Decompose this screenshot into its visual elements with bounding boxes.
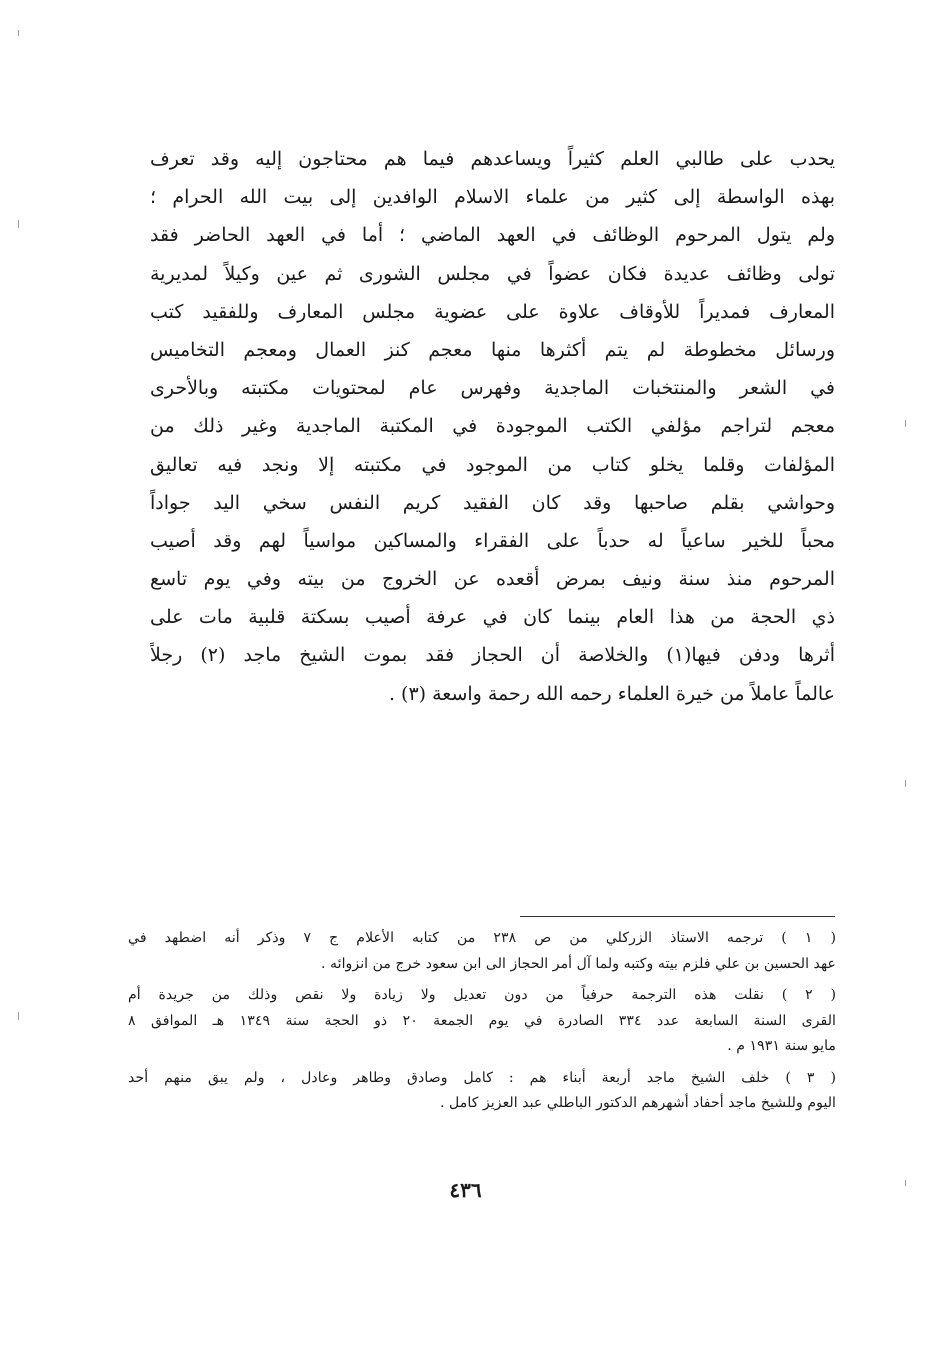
body-line: ورسائل مخطوطة لم يتم أكثرها منها معجم كنز العمال ومعجم التخاميس	[150, 338, 835, 361]
scan-speck	[905, 1180, 906, 1186]
footnote-line: اليوم وللشيخ ماجد أحفاد أشهرهم الدكتور الباطلي عبد العزيز كامل .	[440, 1095, 836, 1111]
scan-speck	[18, 30, 19, 36]
body-line: المعارف فمديراً للأوقاف علاوة على عضوية مجلس المعارف وللفقيد كتب	[150, 300, 835, 323]
footnote-line: القرى السنة السابعة عدد ٣٣٤ الصادرة في يوم الجمعة ٢٠ ذو الحجة سنة ١٣٤٩ هـ الموافق ٨	[128, 1012, 836, 1029]
footnote-line: عهد الحسين بن علي فلزم بيته وكتبه ولما آل أمر الحجاز الى ابن سعود خرج من انزوائه .	[321, 955, 836, 972]
footnote-line: ( ٣ ) خلف الشيخ ماجد أربعة أبناء هم : كامل وصادق وطاهر وعادل ، ولم يبق منهم أحد	[128, 1069, 836, 1086]
body-line: محباً للخير ساعياً له حدباً على الفقراء والمساكين مواسياً لهم وقد أصيب	[150, 529, 835, 552]
footnotes-block	[128, 926, 836, 1123]
body-line: أثرها ودفن فيها(١) والخلاصة أن الحجاز فقد بموت الشيخ ماجد (٢) رجلاً	[150, 644, 835, 667]
body-line: وحواشي بقلم صاحبها وقد كان الفقيد كريم النفس سخي اليد جواداً	[150, 491, 835, 514]
footnote-1	[128, 926, 836, 977]
body-line: تولى وظائف عديدة فكان عضواً في مجلس الشورى ثم عين وكيلاً لمديرية	[150, 262, 835, 285]
body-line: معجم لتراجم مؤلفي الكتب الموجودة في المكتبة الماجدية وغير ذلك من	[150, 415, 835, 438]
footnote-line: مايو سنة ١٩٣١ م .	[727, 1038, 836, 1054]
scan-speck	[18, 220, 19, 228]
footnote-line: ( ١ ) ترجمه الاستاذ الزركلي من ص ٢٣٨ من كتابه الأعلام ج ٧ وذكر أنه اضطهد في	[128, 930, 836, 946]
footnote-separator	[520, 916, 835, 917]
footnote-line: ( ٢ ) نقلت هذه الترجمة حرفياً من دون تعديل ولا زيادة ولا نقص وذلك من جريدة أم	[128, 987, 836, 1003]
body-line: ذي الحجة من هذا العام بينما كان في عرفة أصيب بسكتة قلبية مات على	[150, 606, 835, 629]
body-line: عالماً عاملاً من خيرة العلماء رحمه الله رحمة واسعة (٣) .	[388, 682, 835, 705]
scan-speck	[905, 780, 906, 787]
scan-speck	[18, 1012, 19, 1020]
body-line: بهذه الواسطة إلى كثير من علماء الاسلام الوافدين إلى بيت الله الحرام ؛	[150, 186, 835, 209]
page-number: ٤٣٦	[449, 1178, 482, 1202]
body-line: المؤلفات وقلما يخلو كتاب من الموجود في مكتبته إلا ونجد فيه تعاليق	[150, 453, 835, 476]
scan-speck	[905, 420, 906, 427]
footnote-2	[128, 983, 836, 1060]
body-line: المرحوم منذ سنة ونيف بمرض أقعده عن الخروج من بيته وفي يوم تاسع	[150, 568, 835, 591]
body-line: ولم يتول المرحوم الوظائف في العهد الماضي ؛ أما في العهد الحاضر فقد	[150, 224, 835, 247]
body-line: في الشعر والمنتخبات الماجدية وفهرس عام لمحتويات مكتبته وبالأحرى	[150, 377, 835, 400]
footnote-3	[128, 1066, 836, 1117]
body-line: يحدب على طالبي العلم كثيراً ويساعدهم فيما هم محتاجون إليه وقد تعرف	[150, 148, 835, 170]
main-text-block	[150, 140, 835, 713]
